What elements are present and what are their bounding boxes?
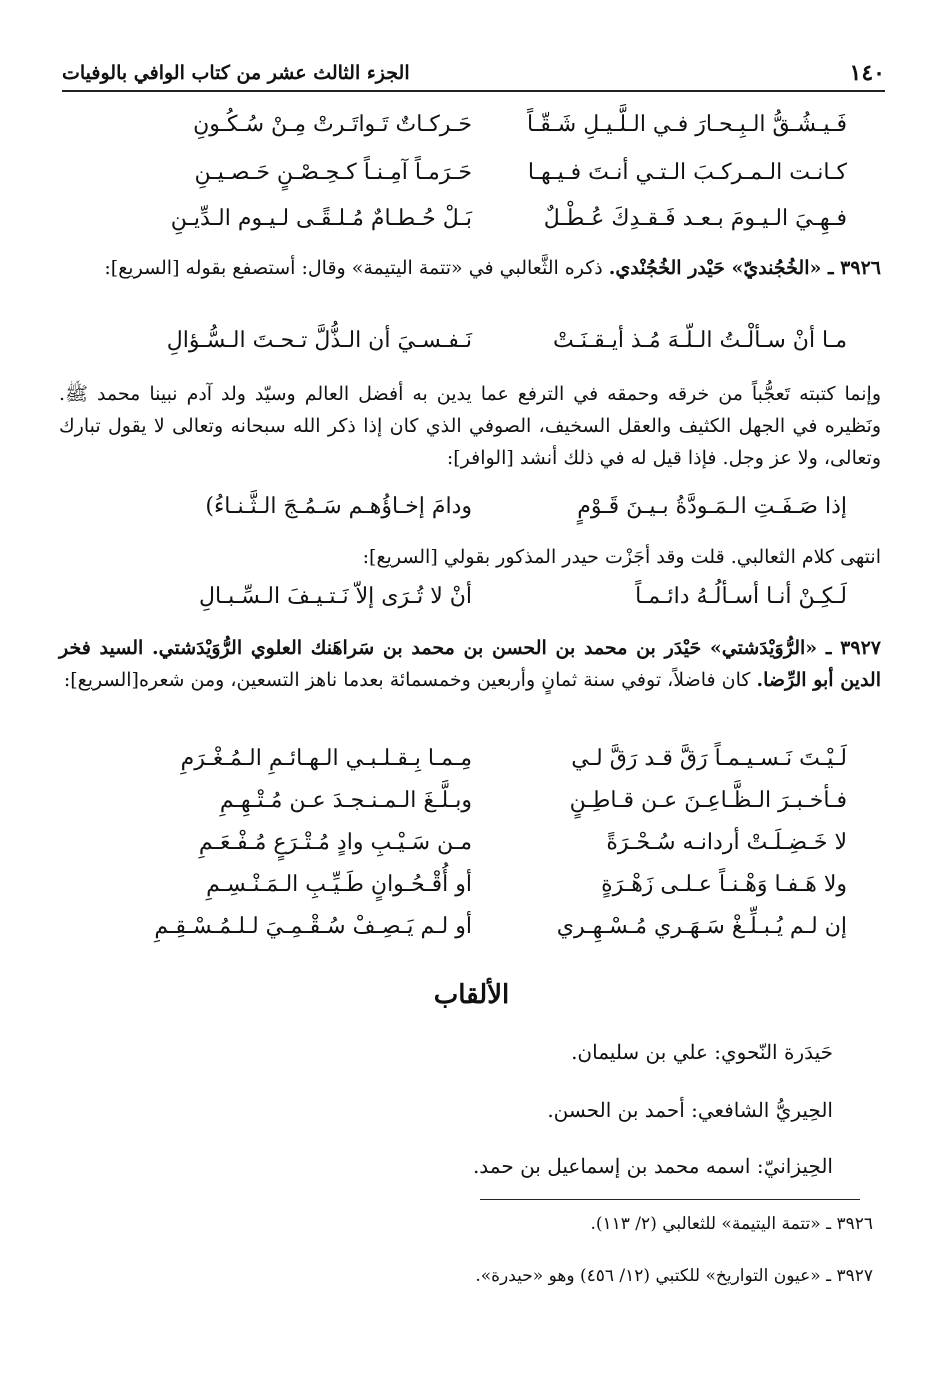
- alqab-entry: [133, 1154, 833, 1178]
- verse-line: [97, 206, 847, 246]
- verse-hemistich-first: لَـكِـنْ أنـا أسـألُـهُ دائـمـاً: [635, 584, 847, 609]
- verse-line: [97, 914, 847, 954]
- verse-hemistich-first: ولا هَـفـا وَهْـنـاً عـلـى زَهْـرَةٍ: [601, 872, 847, 897]
- verse-hemistich-second: أو لـم يَـصِـفْ سُـقْـمِـيَ لـلـمُـسْـقِـمِ: [154, 914, 472, 939]
- verse-hemistich-second: بَـلْ حُـطـامٌ مُـلـقًـى لـيـوم الـدِّيـنِ: [170, 206, 472, 231]
- verse-line: [97, 328, 847, 368]
- alqab-value: أحمد بن الحسن.: [547, 1098, 692, 1122]
- verse-line: [97, 872, 847, 912]
- verse-hemistich-first: فـهِـيَ الـيـومَ بـعـد فَـقـدِكَ عُـطْـلٌ: [543, 206, 847, 231]
- verse-line: [97, 830, 847, 870]
- page-header: [62, 58, 885, 92]
- alqab-value: علي بن سليمان.: [571, 1040, 715, 1064]
- prose-paragraph: وإنما كتبته تَعجُّباً من خرقه وحمقه في الترفع عما يدين به أفضل العالم وسيّد ولد آدم نبينا محمد ﷺ. ونَظيره في الجهل الكثيف والعقل السخيف، الصوفي الذي كان إذا ذكر الله سبحانه وتعالى لا يقول تبارك وتعالى، ولا عز وجل. فإذا قيل له في ذلك أنشد [الوافر]:: [59, 383, 881, 469]
- verse-line: [97, 160, 847, 200]
- alqab-name: الحِيريُّ الشافعي:: [691, 1098, 833, 1122]
- verse-line: [97, 788, 847, 828]
- verse-line: [97, 584, 847, 624]
- verse-hemistich-second: مِـمـا بِـقـلـبـي الـهـائـمِ الـمُـغْـرَمِ: [180, 746, 472, 771]
- verse-hemistich-second: أو أُقْـحُـوانٍ طَـيِّـبِ الـمَـنْـسِـمِ: [206, 872, 472, 897]
- biography-entry-3927: [59, 632, 881, 696]
- verse-line: [97, 746, 847, 786]
- verse-line: [97, 112, 847, 152]
- verse-hemistich-first: فَـيـشُـقُّ الـبِـحـارَ فـي الـلَّـيـلِ شَـقّـاً: [527, 112, 847, 137]
- verse-hemistich-second: مـن سَـيْـبِ وادٍ مُـتْـرَعٍ مُـفْـعَـمِ: [198, 830, 472, 855]
- footnote: ٣٩٢٧ ـ «عيون التواريخ» للكتبي (١٢/ ٤٥٦) وهو «حيدرة».: [475, 1266, 873, 1286]
- section-heading: الألقاب: [433, 980, 510, 1010]
- entry-text: ذكره الثَّعالبي في «تتمة اليتيمة» وقال: أستصفع بقوله [السريع]:: [104, 257, 609, 279]
- verse-hemistich-second: وبـلَّـغَ الـمـنـجـدَ عـن مُـتْـهِـمِ: [219, 788, 472, 813]
- page-number: ١٤٠: [849, 60, 885, 86]
- verse-hemistich-first: فـأخـبـرَ الـظَّـاعِـنَ عـن قـاطِـنٍ: [569, 788, 847, 813]
- running-title: الجزء الثالث عشر من كتاب الوافي بالوفيات: [62, 62, 410, 84]
- alqab-name: الحِيزانيّ:: [756, 1154, 833, 1178]
- verse-hemistich-second: حَـركـاتٌ تَـواتَـرتْ مِـنْ سُـكُـونِ: [193, 112, 472, 137]
- alqab-name: حَيدَرة النّحوي:: [714, 1040, 833, 1064]
- entry-heading: ٣٩٢٧ ـ «الرُّوَيْدَشتي» حَيْدَر بن محمد بن الحسن بن محمد بن سَراهَنك العلوي الرُّوَيْدَشتي. السيد فخر الدين أبو الرِّضا.: [59, 637, 881, 691]
- entry-text: كان فاضلاً، توفي سنة ثمانٍ وأربعين وخمسمائة بعدما ناهز التسعين، ومن شعره[السريع]:: [63, 669, 757, 691]
- alqab-entry: [133, 1040, 833, 1064]
- verse-hemistich-second: نَـفـسـيَ أن الـذُّلَّ تـحـتَ الـسُّـؤالِ: [166, 328, 472, 353]
- footnote-divider: [480, 1199, 860, 1200]
- footnote: ٣٩٢٦ ـ «تتمة اليتيمة» للثعالبي (٢/ ١١٣).: [590, 1214, 873, 1234]
- verse-hemistich-first: لَـيْـتَ نَـسـيـمـاً رَقَّ قـد رَقَّ لـي: [571, 746, 847, 771]
- entry-heading: ٣٩٢٦ ـ «الخُجُنديّ» حَيْدر الخُجُنْدي.: [608, 257, 881, 279]
- verse-hemistich-second: حَـرَمـاً آمِـنـاً كـحِـصْـنٍ حَـصـيـنِ: [194, 160, 472, 185]
- prose-paragraph: انتهى كلام الثعالبي. قلت وقد أجَزْت حيدر المذكور بقولي [السريع]:: [362, 546, 881, 568]
- biography-entry-3926: [59, 252, 881, 284]
- verse-hemistich-first: إذا صَـفَـتِ الـمَـودَّةُ بـيـنَ قَـوْمٍ: [577, 494, 847, 519]
- verse-hemistich-first: إن لـم يُـبـلِّـغْ سَـهَـري مُـسْـهِـري: [556, 914, 847, 939]
- verse-hemistich-second: أنْ لا تُـرَى إلاّ نَـتـيـفَ الـسِّـبـالِ: [199, 584, 472, 609]
- verse-hemistich-second: ودامَ إخـاؤُهـم سَـمُـجَ الـثَّـنـاءُ): [205, 494, 472, 519]
- verse-hemistich-first: كـانـت الـمـركـبَ الـتـي أنـتَ فـيـهـا: [527, 160, 847, 185]
- verse-hemistich-first: مـا أنْ سـألْـتُ الـلّـهَ مُـذ أيـقـنَـتْ: [552, 328, 847, 353]
- verse-hemistich-first: لا خَـضِـلَـتْ أردانـه سُـحْـرَةً: [606, 830, 847, 855]
- verse-line: [97, 494, 847, 534]
- alqab-value: اسمه محمد بن إسماعيل بن حمد.: [472, 1154, 757, 1178]
- alqab-entry: [133, 1098, 833, 1122]
